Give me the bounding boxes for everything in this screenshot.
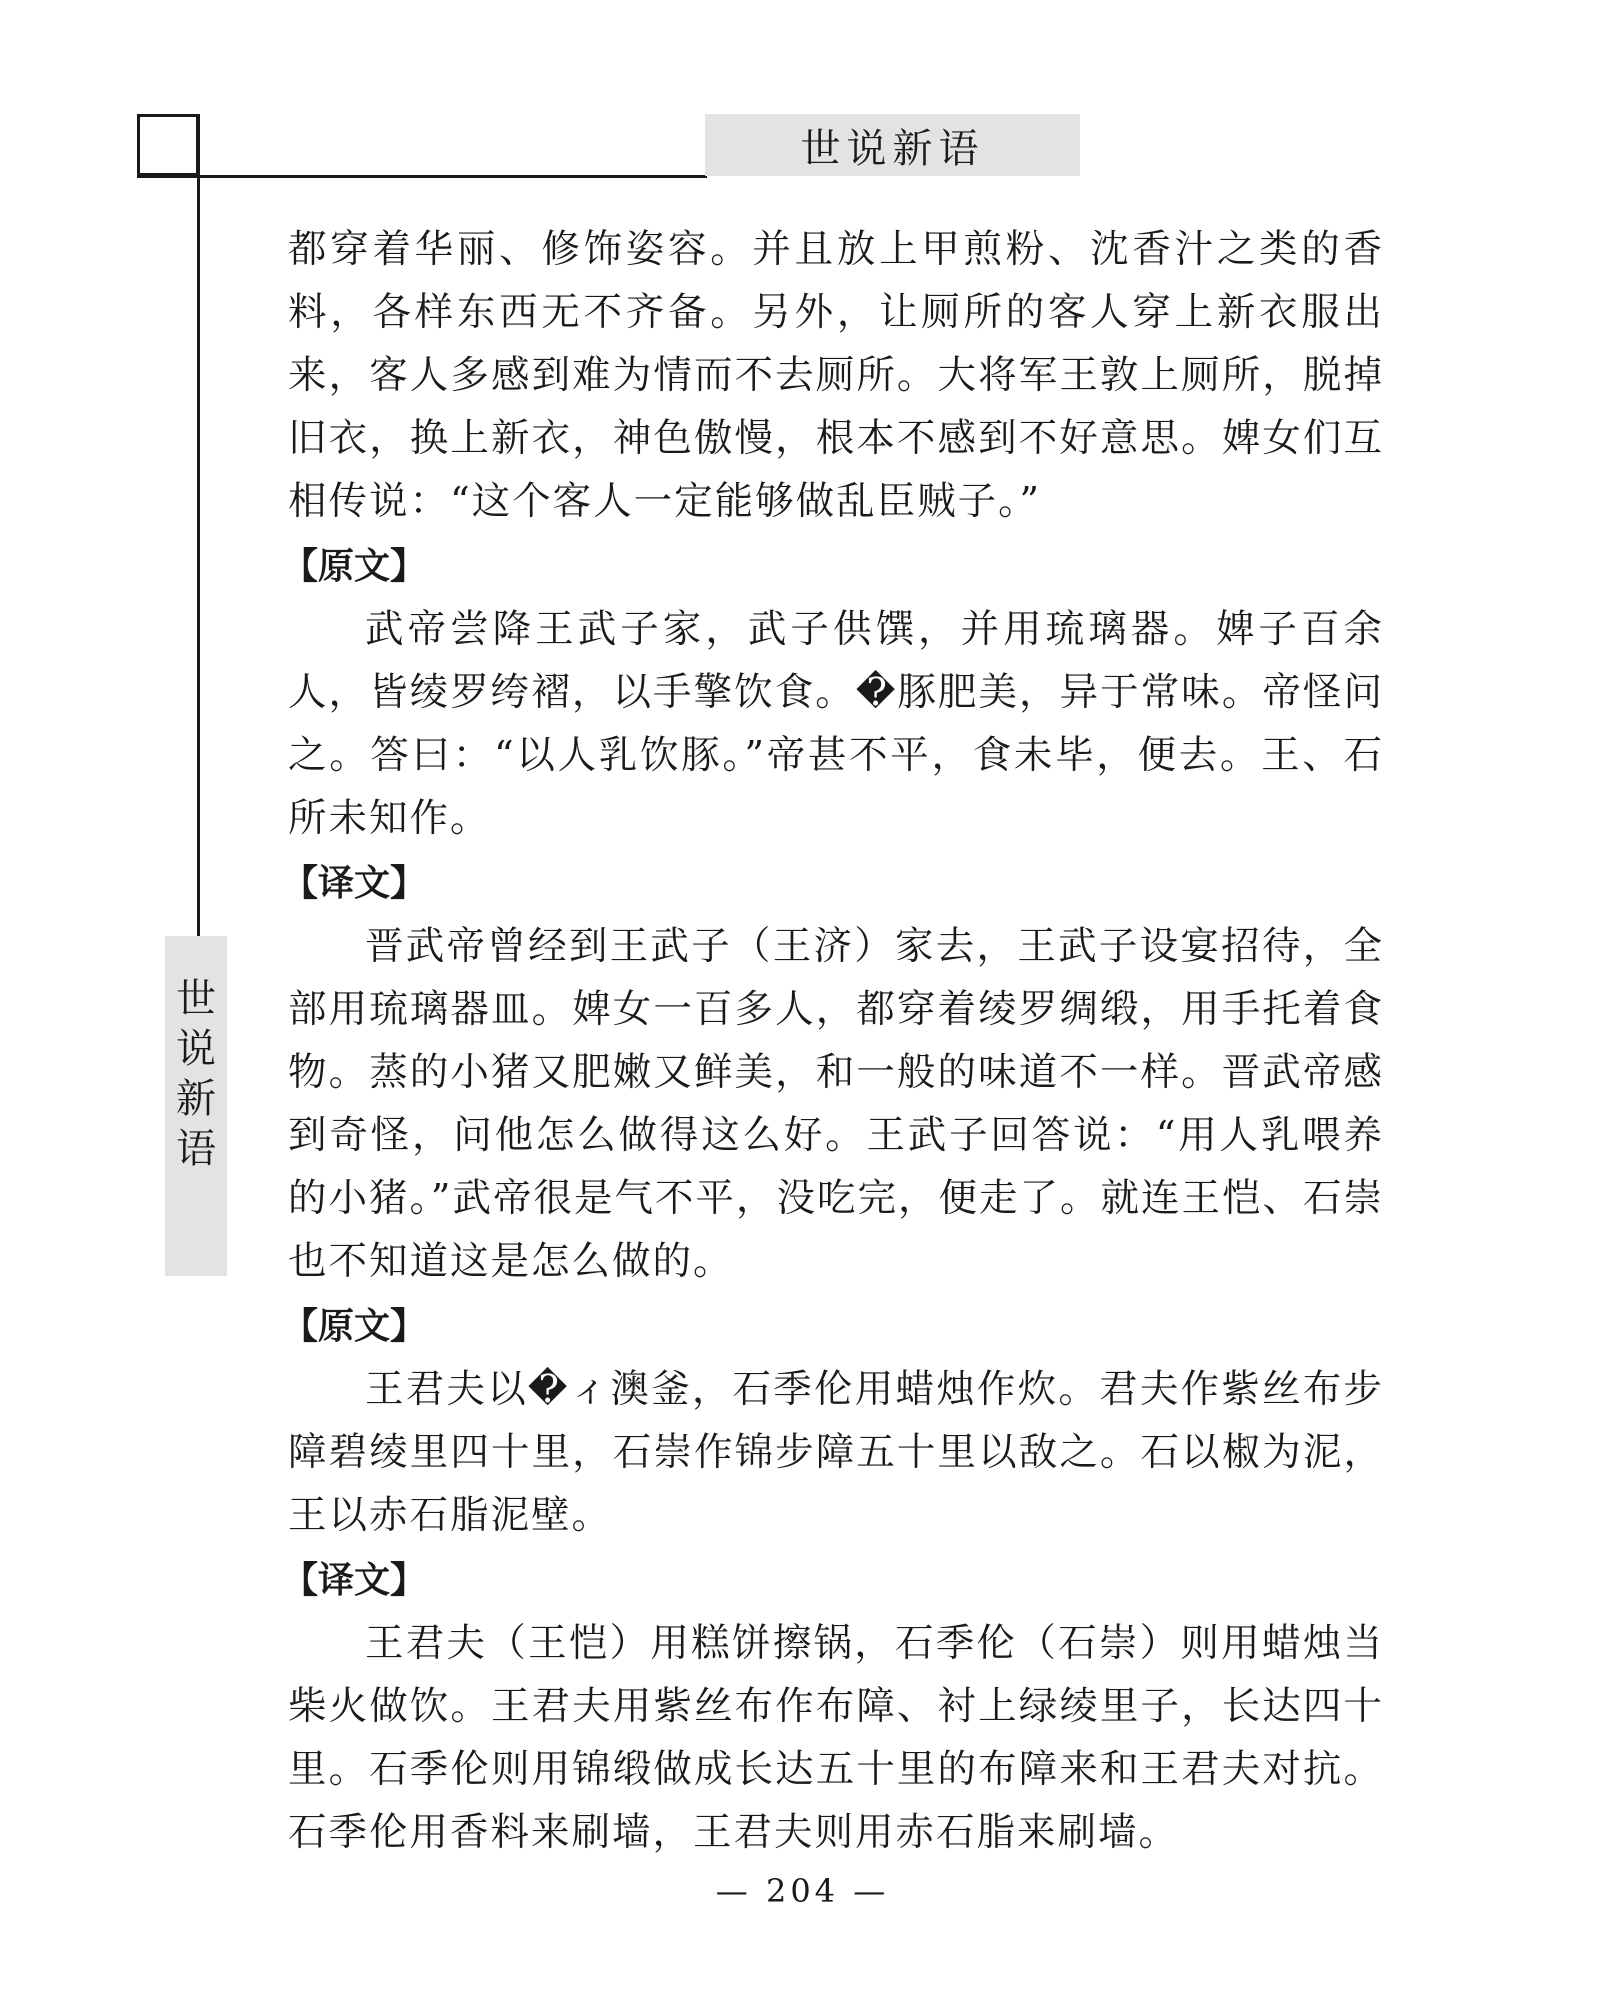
running-header-title: 世说新语 <box>705 114 1080 176</box>
section-heading-original: 【原文】 <box>282 546 427 587</box>
corner-frame-decoration <box>137 114 199 176</box>
original-text-paragraph: 王君夫以�ィ澳釜，石季伦用蜡烛作炊。君夫作紫丝布步障碧绫里四十里，石崇作锦步障五十里以敌之。石以椒为泥，王以赤石脂泥壁。 <box>288 1367 1384 1538</box>
page-body <box>282 218 1384 1864</box>
translation-paragraph: 晋武帝曾经到王武子（王济）家去，王武子设宴招待，全部用琉璃器皿。婢女一百多人，都穿着绫罗绸缎，用手托着食物。蒸的小猪又肥嫩又鲜美，和一般的味道不一样。晋武帝感到奇怪，问他怎么做得这么好。王武子回答说：“用人乳喂养的小猪。”武帝很是气不平，没吃完，便走了。就连王恺、石崇也不知道这是怎么做的。 <box>288 924 1384 1284</box>
margin-rule <box>197 114 200 936</box>
original-text-paragraph: 武帝尝降王武子家，武子供馔，并用琉璃器。婢子百余人，皆绫罗绔褶，以手擎饮食。�豚肥美，异于常味。帝怪问之。答曰：“以人乳饮豚。”帝甚不平，食未毕，便去。王、石所未知作。 <box>288 607 1384 841</box>
section-heading-translation: 【译文】 <box>282 1560 427 1601</box>
side-tab-char: 新 <box>176 1076 216 1122</box>
translation-paragraph-continued: 都穿着华丽、修饰姿容。并且放上甲煎粉、沈香汁之类的香料，各样东西无不齐备。另外，让厕所的客人穿上新衣服出来，客人多感到难为情而不去厕所。大将军王敦上厕所，脱掉旧衣，换上新衣，神色傲慢，根本不感到不好意思。婢女们互相传说：“这个客人一定能够做乱臣贼子。” <box>288 227 1384 524</box>
side-tab-book-title <box>165 936 227 1276</box>
section-heading-translation: 【译文】 <box>282 863 427 904</box>
page-number: — 204 — <box>715 1872 890 1910</box>
side-tab-char: 说 <box>176 1026 216 1072</box>
side-tab-char: 世 <box>176 976 216 1022</box>
translation-paragraph: 王君夫（王恺）用糕饼擦锅，石季伦（石崇）则用蜡烛当柴火做饮。王君夫用紫丝布作布障、衬上绿绫里子，长达四十里。石季伦则用锦缎做成长达五十里的布障来和王君夫对抗。石季伦用香料来刷墙，王君夫则用赤石脂来刷墙。 <box>288 1621 1384 1855</box>
side-tab-char: 语 <box>176 1126 216 1172</box>
header-rule <box>137 175 707 178</box>
section-heading-original: 【原文】 <box>282 1306 427 1347</box>
